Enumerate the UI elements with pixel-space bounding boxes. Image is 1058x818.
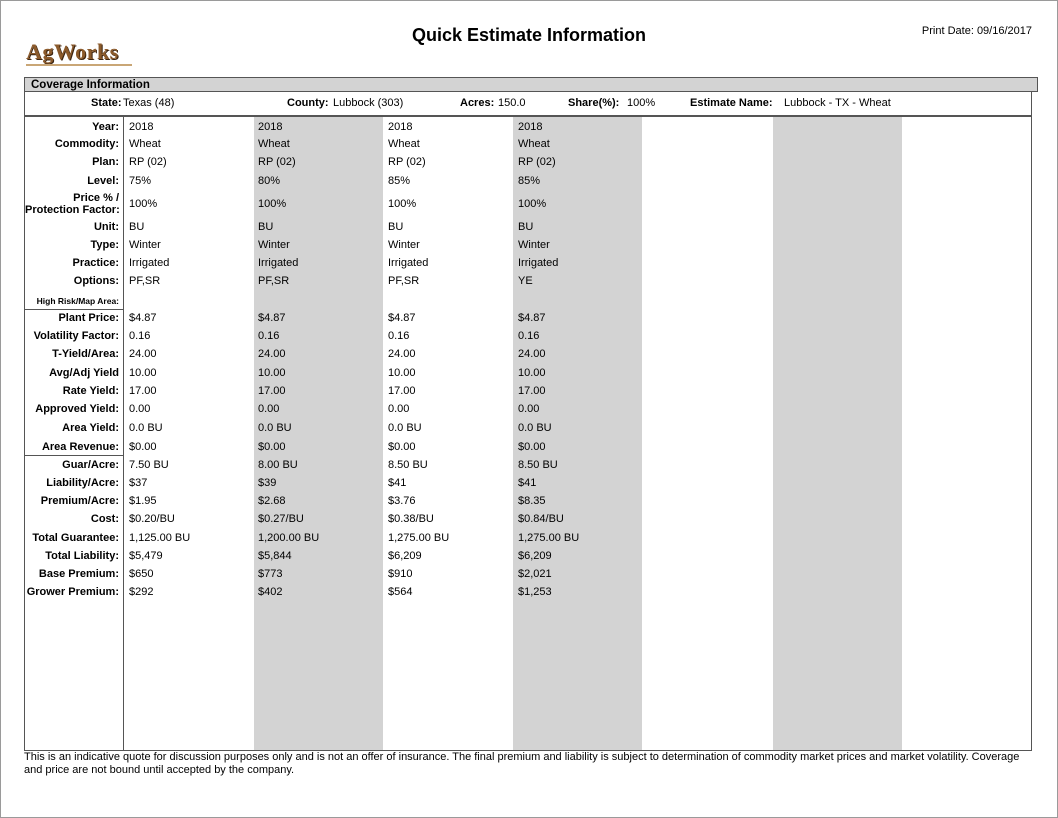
value-col4-plan: RP (02) [518,156,556,168]
share-label: Share(%): [568,97,620,109]
value-col1-guar-acre: 7.50 BU [129,459,169,471]
value-col1-approved-yield: 0.00 [129,403,151,415]
value-col3-area-yield: 0.0 BU [388,422,422,434]
value-col4-area-yield: 0.0 BU [518,422,552,434]
value-col3-level: 85% [388,175,411,187]
row-label-premium-acre: Premium/Acre: [40,495,119,507]
value-col4-unit: BU [518,221,534,233]
value-col1-t-yield: 24.00 [129,348,157,360]
value-col3-total-liability: $6,209 [388,550,422,562]
value-col4-grower-premium: $1,253 [518,586,552,598]
value-col3-plant-price: $4.87 [388,312,416,324]
value-col2-year: 2018 [258,121,283,133]
row-label-cost: Cost: [90,513,119,525]
row-label-year: Year: [92,121,119,133]
value-col1-total-liability: $5,479 [129,550,163,562]
value-col3-volatility: 0.16 [388,330,410,342]
value-col1-level: 75% [129,175,152,187]
value-col2-area-revenue: $0.00 [258,441,286,453]
value-col4-base-premium: $2,021 [518,568,552,580]
value-col1-avg-adj-yield: 10.00 [129,367,157,379]
row-label-rate-yield: Rate Yield: [62,385,119,397]
value-col3-plan: RP (02) [388,156,426,168]
value-col1-type: Winter [129,239,161,251]
value-col4-liability-acre: $41 [518,477,537,489]
state-value: Texas (48) [123,97,175,109]
value-col4-options: YE [518,275,533,287]
value-col2-rate-yield: 17.00 [258,385,286,397]
value-col2-type: Winter [258,239,290,251]
print-date: Print Date: 09/16/2017 [921,25,1032,37]
value-col4-approved-yield: 0.00 [518,403,540,415]
value-col3-avg-adj-yield: 10.00 [388,367,416,379]
estimate-name-label: Estimate Name: [690,97,773,109]
value-col3-commodity: Wheat [388,138,420,150]
value-col1-area-yield: 0.0 BU [129,422,163,434]
value-col1-options: PF,SR [129,275,161,287]
value-col4-area-revenue: $0.00 [518,441,546,453]
value-col3-area-revenue: $0.00 [388,441,416,453]
value-col2-base-premium: $773 [258,568,283,580]
value-col3-approved-yield: 0.00 [388,403,410,415]
row-label-avg-adj-yield: Avg/Adj Yield [49,367,119,379]
value-col2-area-yield: 0.0 BU [258,422,292,434]
row-label-high-risk-map-area: High Risk/Map Area: [36,296,119,306]
value-col2-liability-acre: $39 [258,477,277,489]
row-label-commodity: Commodity: [54,138,119,150]
section-divider [25,309,123,310]
row-label-protection-factor: Protection Factor: [25,204,120,216]
value-col4-price-pct: 100% [518,198,547,210]
row-label-base-premium: Base Premium: [38,568,119,580]
value-col2-plan: RP (02) [258,156,296,168]
value-col1-volatility: 0.16 [129,330,151,342]
value-col4-guar-acre: 8.50 BU [518,459,558,471]
value-col1-practice: Irrigated [129,257,170,269]
value-col4-cost: $0.84/BU [518,513,564,525]
row-label-level: Level: [87,175,119,187]
value-col3-type: Winter [388,239,420,251]
value-col4-total-guarantee: 1,275.00 BU [518,532,580,544]
value-col3-base-premium: $910 [388,568,413,580]
row-label-volatility-factor: Volatility Factor: [33,330,119,342]
value-col4-plant-price: $4.87 [518,312,546,324]
row-label-type: Type: [90,239,119,251]
row-label-liability-acre: Liability/Acre: [46,477,119,489]
value-col3-guar-acre: 8.50 BU [388,459,428,471]
value-col1-plant-price: $4.87 [129,312,157,324]
row-label-grower-premium: Grower Premium: [26,586,119,598]
value-col2-options: PF,SR [258,275,290,287]
disclaimer-text: This is an indicative quote for discussion purposes only and is not an offer of insurance. The final premium and liability is subject to determination of commodity market prices and market volatility. Coverage and price are not bound until accepted by the company. [24,751,1020,776]
value-col3-cost: $0.38/BU [388,513,434,525]
value-col2-price-pct: 100% [258,198,287,210]
value-col2-avg-adj-yield: 10.00 [258,367,286,379]
share-value: 100% [627,97,656,109]
value-col1-premium-acre: $1.95 [129,495,157,507]
value-col2-unit: BU [258,221,274,233]
row-label-area-yield: Area Yield: [62,422,119,434]
value-col1-total-guarantee: 1,125.00 BU [129,532,191,544]
value-col1-liability-acre: $37 [129,477,148,489]
value-col1-grower-premium: $292 [129,586,154,598]
value-col4-commodity: Wheat [518,138,550,150]
value-col4-level: 85% [518,175,541,187]
logo-underline [26,64,132,66]
value-col1-base-premium: $650 [129,568,154,580]
value-col4-type: Winter [518,239,550,251]
value-col2-total-liability: $5,844 [258,550,292,562]
value-col2-level: 80% [258,175,281,187]
value-col2-total-guarantee: 1,200.00 BU [258,532,320,544]
value-col2-volatility: 0.16 [258,330,280,342]
value-col2-approved-yield: 0.00 [258,403,280,415]
value-col4-rate-yield: 17.00 [518,385,546,397]
coverage-info-row [24,92,1032,116]
value-col2-plant-price: $4.87 [258,312,286,324]
page-title: Quick Estimate Information [411,25,647,45]
estimate-name-value: Lubbock - TX - Wheat [784,97,891,109]
row-label-total-guarantee: Total Guarantee: [32,532,119,544]
value-col3-liability-acre: $41 [388,477,407,489]
value-col3-total-guarantee: 1,275.00 BU [388,532,450,544]
value-col4-total-liability: $6,209 [518,550,552,562]
section-divider [25,455,123,456]
value-col2-practice: Irrigated [258,257,299,269]
value-col3-practice: Irrigated [388,257,429,269]
row-label-approved-yield: Approved Yield: [35,403,119,415]
state-label: State: [91,97,122,109]
estimate-grid [24,116,1032,751]
value-col3-premium-acre: $3.76 [388,495,416,507]
value-col1-commodity: Wheat [129,138,161,150]
row-label-practice: Practice: [72,257,119,269]
value-col1-rate-yield: 17.00 [129,385,157,397]
agworks-logo: AgWorks [26,39,119,64]
value-col1-price-pct: 100% [129,198,158,210]
value-col3-grower-premium: $564 [388,586,413,598]
value-col4-volatility: 0.16 [518,330,540,342]
value-col1-cost: $0.20/BU [129,513,175,525]
value-col3-price-pct: 100% [388,198,417,210]
value-col4-t-yield: 24.00 [518,348,546,360]
row-label-plan: Plan: [92,156,119,168]
value-col1-plan: RP (02) [129,156,167,168]
value-col2-premium-acre: $2.68 [258,495,286,507]
shaded-column-6 [773,117,902,750]
row-label-price-pct: Price % / [73,192,119,204]
row-label-guar-acre: Guar/Acre: [62,459,119,471]
value-col3-rate-yield: 17.00 [388,385,416,397]
row-label-area-revenue: Area Revenue: [41,441,119,453]
row-label-plant-price: Plant Price: [58,312,119,324]
value-col1-unit: BU [129,221,145,233]
county-value: Lubbock (303) [333,97,404,109]
value-col3-t-yield: 24.00 [388,348,416,360]
coverage-section-header: Coverage Information [24,77,1038,92]
value-col2-commodity: Wheat [258,138,290,150]
value-col4-premium-acre: $8.35 [518,495,546,507]
value-col3-year: 2018 [388,121,413,133]
value-col3-options: PF,SR [388,275,420,287]
value-col4-avg-adj-yield: 10.00 [518,367,546,379]
value-col1-area-revenue: $0.00 [129,441,157,453]
value-col2-t-yield: 24.00 [258,348,286,360]
value-col3-unit: BU [388,221,404,233]
acres-value: 150.0 [498,97,526,109]
value-col2-grower-premium: $402 [258,586,283,598]
value-col2-guar-acre: 8.00 BU [258,459,298,471]
value-col4-practice: Irrigated [518,257,559,269]
row-label-t-yield-area: T-Yield/Area: [52,348,119,360]
row-label-options: Options: [73,275,119,287]
county-label: County: [287,97,329,109]
value-col2-cost: $0.27/BU [258,513,304,525]
value-col1-year: 2018 [129,121,154,133]
acres-label: Acres: [460,97,495,109]
row-label-total-liability: Total Liability: [45,550,119,562]
row-label-unit: Unit: [93,221,119,233]
value-col4-year: 2018 [518,121,543,133]
